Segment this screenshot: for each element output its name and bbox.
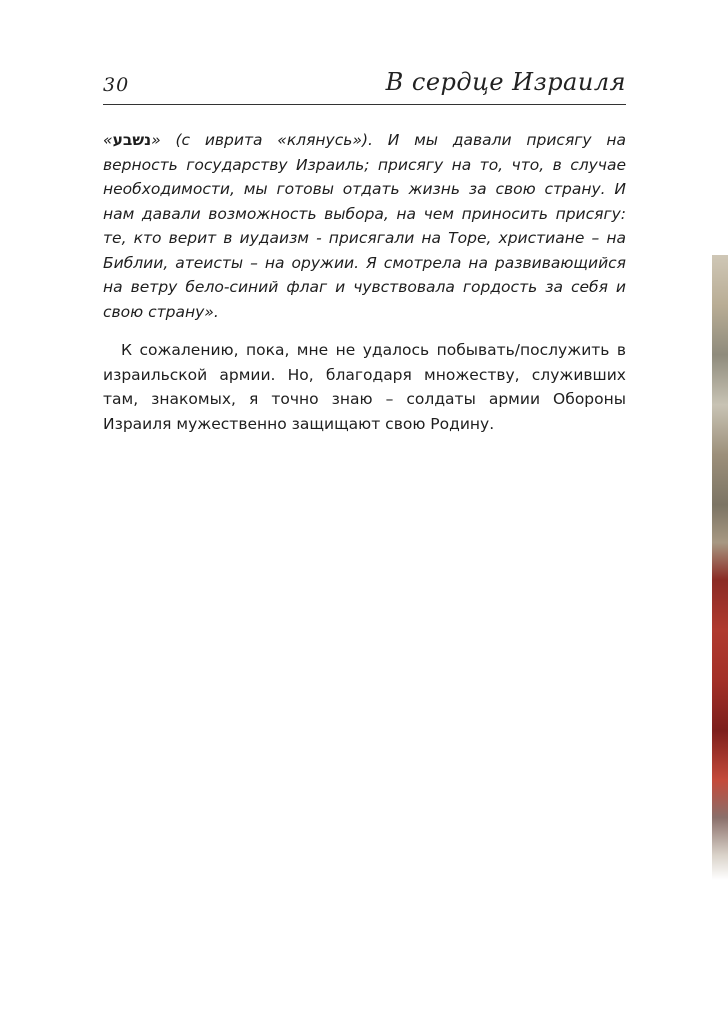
page-body [103,128,626,436]
quote-paragraph [103,128,626,324]
quote-open-mark: « [103,131,113,149]
header-divider [103,104,626,105]
hebrew-word: נשבע [112,131,152,149]
running-title: В сердце Израиля [385,68,626,96]
page-header [103,66,626,106]
page-number: 30 [103,74,130,96]
quote-text: » (с иврита «клянусь»). И мы давали присягу на верность государству Израиль; присягу на то, что, в случае необходимости, мы готовы отдать жизнь за свою страну. И нам давали возможность выбора, на чем приносить присягу: те, кто верит в иудаизм - присягали на Торе, христиане – на Библии, атеисты – на оружии. Я смотрела на развивающийся на ветру бело-синий флаг и чувствовала гордость за себя и свою страну». [103,131,626,321]
body-paragraph: К сожалению, пока, мне не удалось побывать/послужить в израильской армии. Но, благодаря множеству, служивших там, знакомых, я точно знаю – солдаты армии Обороны Израиля мужественно защищают свою Родину. [103,341,626,433]
photo-edge-image [712,255,728,880]
